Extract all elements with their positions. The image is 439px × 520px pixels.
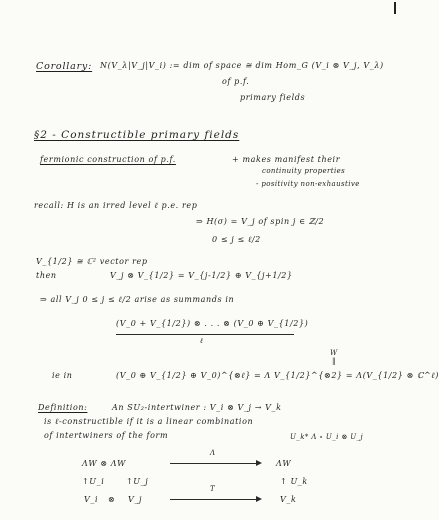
definition-line1: An SU₂-intertwiner : V_i ⊗ V_j → V_k bbox=[112, 403, 282, 412]
diagram-top-left: ΛW ⊗ ΛW bbox=[82, 459, 126, 468]
underbrace-label: ℓ bbox=[200, 337, 204, 345]
note-line2: continuity properties bbox=[262, 167, 346, 175]
bottom-arrow-line bbox=[170, 499, 258, 500]
vector-then: then bbox=[36, 271, 57, 280]
corner-mark bbox=[394, 2, 396, 14]
diagram-bottom-mid: V_j bbox=[128, 495, 143, 504]
recall-line1: recall: H is an irred level ℓ p.e. rep bbox=[34, 201, 198, 210]
vector-line3: ⇒ all V_j 0 ≤ j ≤ ℓ/2 arise as summands in bbox=[40, 295, 235, 304]
recall-line3: 0 ≤ j ≤ ℓ/2 bbox=[212, 235, 261, 244]
diagram-bottom-left: V_i bbox=[84, 495, 99, 504]
diagram-bottom-op: ⊗ bbox=[108, 495, 116, 504]
ie-label: ie in bbox=[52, 371, 73, 380]
exterior-algebra-line: (V_0 ⊕ V_{1/2} ⊕ V_0)^{⊗ℓ} = Λ V_{1/2}^{⊗2} = Λ(V_{1/2} ⊗ ℂ^ℓ) bbox=[116, 371, 439, 380]
tensor-product-line: (V_0 + V_{1/2}) ⊗ . . . ⊗ (V_0 ⊕ V_{1/2}) bbox=[116, 319, 309, 328]
fermionic-line: fermionic construction of p.f. bbox=[40, 155, 176, 164]
diagram-top-label: Λ bbox=[210, 449, 216, 457]
definition-line3: of intertwiners of the form bbox=[44, 431, 169, 440]
diagram-top-right: ΛW bbox=[276, 459, 292, 468]
w-label: W bbox=[330, 349, 338, 357]
definition-line2: is ℓ-constructible if it is a linear combination bbox=[44, 417, 254, 426]
equals-mark: ‖ bbox=[332, 357, 336, 365]
section-heading: §2 - Constructible primary fields bbox=[34, 129, 240, 141]
diagram-bottom-label: T bbox=[210, 485, 216, 493]
top-arrow-head bbox=[256, 460, 262, 466]
definition-formula: U_k* Λ ∘ U_i ⊗ U_j bbox=[290, 433, 364, 441]
diagram-mid-mid: ↑U_j bbox=[126, 477, 149, 486]
note-line3: - positivity non-exhaustive bbox=[256, 180, 360, 188]
corollary-line2: of p.f. bbox=[222, 77, 250, 86]
note-line1: + makes manifest their bbox=[232, 155, 341, 164]
vector-line1: V_{1/2} ≅ ℂ² vector rep bbox=[36, 257, 148, 266]
bottom-arrow-head bbox=[256, 496, 262, 502]
corollary-label: Corollary: bbox=[36, 61, 93, 72]
diagram-mid-left: ↑U_i bbox=[82, 477, 105, 486]
underbrace bbox=[116, 334, 294, 335]
corollary-line3: primary fields bbox=[240, 93, 306, 102]
definition-label: Definition: bbox=[38, 403, 88, 412]
top-arrow-line bbox=[170, 463, 258, 464]
corollary-formula: N(V_λ|V_j|V_i) := dim of space ≅ dim Hom_G (V_i ⊗ V_j, V_λ) bbox=[100, 61, 384, 70]
vector-decomposition: V_j ⊗ V_{1/2} = V_{j-1/2} ⊕ V_{j+1/2} bbox=[110, 271, 293, 280]
diagram-bottom-right: V_k bbox=[280, 495, 297, 504]
recall-line2: ⇒ H(σ) = V_j of spin j ∈ ℤ/2 bbox=[196, 217, 325, 226]
diagram-mid-right: ↑ U_k bbox=[280, 477, 308, 486]
